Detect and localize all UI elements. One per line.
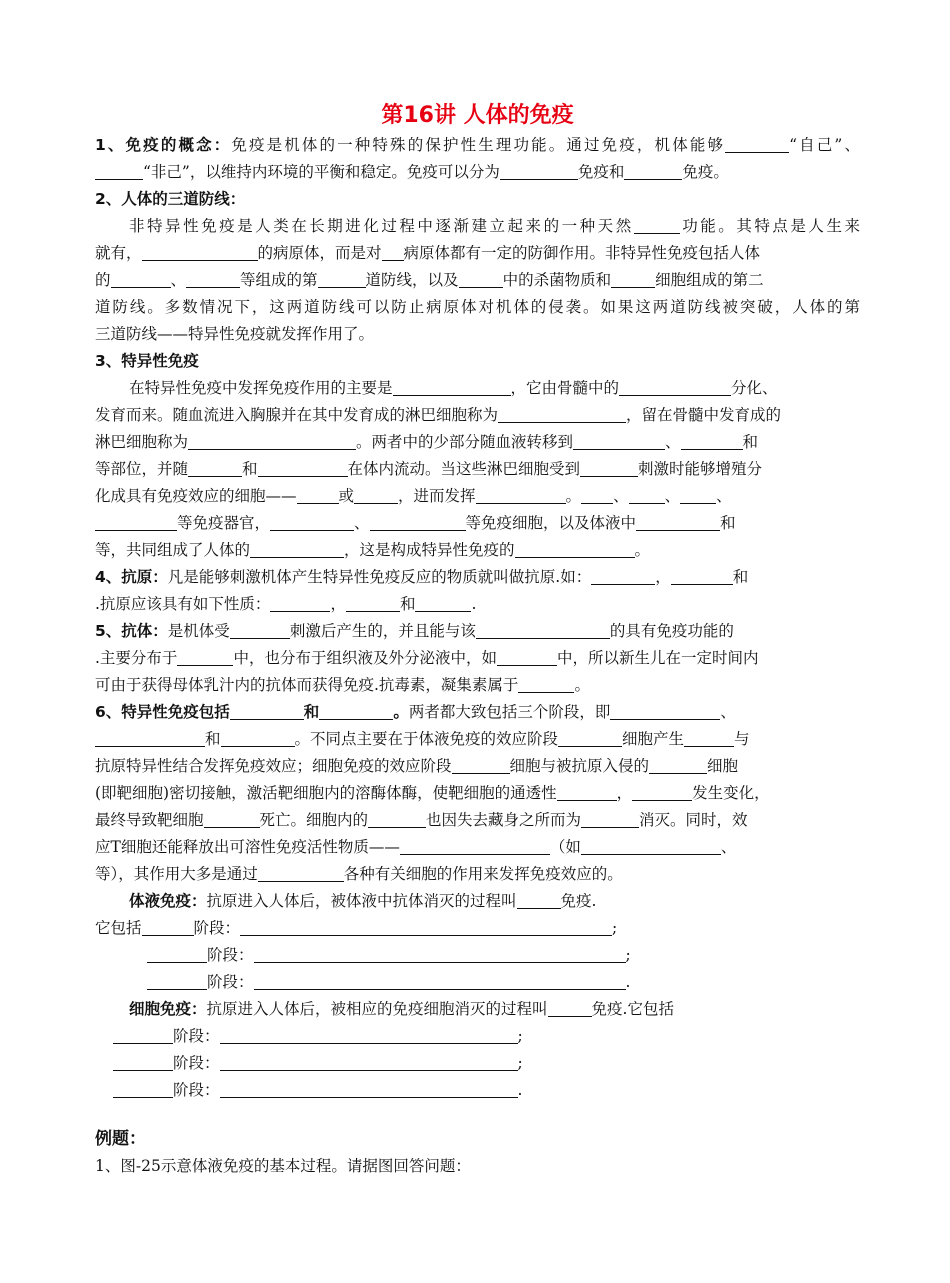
blank[interactable]	[318, 270, 366, 288]
blank[interactable]	[649, 756, 707, 774]
blank[interactable]	[500, 162, 578, 180]
s6-line-3: 抗原特异性结合发挥免疫效应；细胞免疫的效应阶段 细胞与被抗原入侵的 细胞	[95, 757, 739, 775]
s3-line-2: 发育而来。随血流进入胸腺并在其中发育成的淋巴细胞称为 ，留在骨髓中发育成的	[95, 406, 782, 424]
blank[interactable]	[452, 756, 510, 774]
s3-heading: 3、特异性免疫	[95, 352, 199, 370]
blank[interactable]	[258, 459, 348, 477]
blank[interactable]	[95, 162, 143, 180]
blank[interactable]	[629, 486, 665, 504]
blank[interactable]	[354, 486, 398, 504]
blank[interactable]	[113, 1053, 173, 1071]
blank[interactable]	[346, 594, 400, 612]
blank[interactable]	[591, 567, 655, 585]
blank[interactable]	[142, 243, 258, 261]
blank[interactable]	[220, 1080, 518, 1098]
s6-line-4: (即靶细胞)密切接触，激活靶细胞内的溶酶体酶，使靶细胞的通透性 ， 发生变化，	[95, 784, 770, 802]
blank[interactable]	[498, 405, 626, 423]
blank[interactable]	[400, 837, 550, 855]
s6-heading: 6、特异性免疫包括 和 。	[95, 703, 409, 721]
s5-heading: 5、抗体：	[95, 622, 168, 640]
s3-line-3: 淋巴细胞称为 。两者中的少部分随血液转移到 、 和	[95, 433, 759, 451]
s6-line-6: 应T细胞还能释放出可溶性免疫活性物质—— （如 、	[95, 838, 737, 856]
blank[interactable]	[230, 621, 290, 639]
s3-line-6: 等免疫器官， 、 等免疫细胞，以及体液中 和	[95, 510, 860, 537]
blank[interactable]	[188, 459, 242, 477]
s5-line-1: 5、抗体：是机体受 刺激后产生的，并且能与该 的具有免疫功能的	[95, 622, 734, 640]
s3-line-7: 等，共同组成了人体的 ，这是构成特异性免疫的 。	[95, 541, 651, 559]
blank[interactable]	[476, 486, 566, 504]
example-question-1: 1、图-25示意体液免疫的基本过程。请据图回答问题：	[95, 1157, 471, 1175]
s6-line-7: 等），其作用大多是通过 各种有关细胞的作用来发挥免疫效应的。	[95, 865, 623, 883]
s5-line-2: .主要分布于 中，也分布于组织液及外分泌液中，如 中，所以新生儿在一定时间内	[95, 649, 759, 667]
blank[interactable]	[186, 270, 240, 288]
blank[interactable]	[680, 486, 716, 504]
blank[interactable]	[515, 540, 635, 558]
blank[interactable]	[240, 918, 612, 936]
s2-line-3: 的 、 等组成的第 道防线，以及 中的杀菌物质和 细胞组成的第二	[95, 271, 764, 289]
blank[interactable]	[95, 513, 177, 531]
s1-line-1: 1、免疫的概念：免疫是机体的一种特殊的保护性生理功能。通过免疫，机体能够 “自己”、	[95, 136, 860, 154]
blank[interactable]	[258, 864, 344, 882]
s3-heading-line	[95, 348, 860, 375]
blank[interactable]	[370, 513, 466, 531]
s6-line-1: 6、特异性免疫包括 和 。两者都大致包括三个阶段，即 、	[95, 703, 736, 721]
s2-heading-line	[95, 186, 860, 213]
s2-line-1: 非特异性免疫是人类在长期进化过程中逐渐建立起来的一种天然 功能。其特点是人生来	[129, 217, 860, 235]
s1-line-2: “非己”，以维持内环境的平衡和稳定。免疫可以分为 免疫和 免疫。	[95, 159, 860, 186]
blank[interactable]	[230, 702, 304, 720]
s6-line-5: 最终导致靶细胞 死亡。细胞内的 也因失去藏身之所而为 消灭。同时，效	[95, 811, 748, 829]
blank[interactable]	[557, 783, 617, 801]
blank[interactable]	[188, 432, 356, 450]
cellular-heading: 细胞免疫：	[129, 1000, 207, 1018]
humoral-stage-3: 阶段： .	[95, 969, 860, 996]
s2-line-5: 三道防线——特异性免疫就发挥作用了。	[95, 325, 375, 343]
blank[interactable]	[368, 810, 426, 828]
s4-line-2: .抗原应该具有如下性质： ， 和 .	[95, 595, 477, 613]
example-heading: 例题：	[95, 1129, 146, 1149]
blank[interactable]	[220, 1026, 518, 1044]
blank[interactable]	[581, 810, 639, 828]
s2-line-2: 就有， 的病原体，而是对 病原体都有一定的防御作用。非特异性免疫包括人体	[95, 244, 761, 262]
blank[interactable]	[270, 513, 354, 531]
blank[interactable]	[518, 675, 574, 693]
cellular-stage-3: 阶段： .	[95, 1077, 860, 1104]
blank[interactable]	[581, 486, 613, 504]
s6-line-2: 和 。不同点主要在于体液免疫的效应阶段 细胞产生 与	[95, 726, 860, 753]
blank[interactable]	[382, 243, 404, 261]
blank[interactable]	[671, 567, 733, 585]
humoral-heading: 体液免疫：	[129, 892, 207, 910]
blank[interactable]	[254, 945, 626, 963]
blank[interactable]	[632, 783, 692, 801]
blank[interactable]	[459, 270, 503, 288]
blank[interactable]	[177, 648, 233, 666]
spacer	[95, 1104, 860, 1126]
blank[interactable]	[113, 1080, 173, 1098]
blank[interactable]	[393, 378, 511, 396]
blank[interactable]	[548, 999, 592, 1017]
s2-line-4: 道防线。多数情况下，这两道防线可以防止病原体对机体的侵袭。如果这两道防线被突破，人体的第	[95, 298, 860, 316]
blank[interactable]	[580, 459, 638, 477]
humoral-line: 体液免疫：抗原进入人体后，被体液中抗体消灭的过程叫 免疫.	[129, 892, 597, 910]
blank[interactable]	[611, 270, 655, 288]
s3-line-4: 等部位，并随 和 在体内流动。当这些淋巴细胞受到 刺激时能够增殖分	[95, 460, 763, 478]
blank[interactable]	[610, 702, 720, 720]
s4-heading: 4、抗原：	[95, 568, 168, 586]
blank[interactable]	[681, 432, 743, 450]
blank[interactable]	[725, 135, 789, 153]
blank[interactable]	[684, 729, 734, 747]
blank[interactable]	[147, 945, 207, 963]
blank[interactable]	[319, 702, 393, 720]
blank[interactable]	[220, 1053, 518, 1071]
blank[interactable]	[619, 378, 731, 396]
blank[interactable]	[95, 729, 205, 747]
blank[interactable]	[204, 810, 260, 828]
blank[interactable]	[636, 513, 720, 531]
blank[interactable]	[497, 648, 557, 666]
blank[interactable]	[147, 972, 207, 990]
blank[interactable]	[111, 270, 171, 288]
blank[interactable]	[142, 918, 194, 936]
blank[interactable]	[250, 540, 344, 558]
cellular-line: 细胞免疫：抗原进入人体后，被相应的免疫细胞消灭的过程叫 免疫.它包括	[129, 1000, 674, 1018]
blank[interactable]	[297, 486, 339, 504]
cellular-stage-1: 阶段： ;	[95, 1023, 860, 1050]
blank[interactable]	[573, 432, 665, 450]
s3-line-5: 化成具有免疫效应的细胞—— 或 ，进而发挥 。 、 、 、	[95, 487, 732, 505]
s3-line-1: 在特异性免疫中发挥免疫作用的主要是 ，它由骨髓中的 分化、	[129, 379, 778, 397]
s4-line-1: 4、抗原：凡是能够刺激机体产生特异性免疫反应的物质就叫做抗原.如： ， 和	[95, 568, 749, 586]
blank[interactable]	[634, 216, 680, 234]
blank[interactable]	[476, 621, 610, 639]
s2-heading: 2、人体的三道防线：	[95, 190, 246, 208]
s1-heading: 1、免疫的概念：	[95, 136, 232, 154]
cellular-stage-2: 阶段： ;	[95, 1050, 860, 1077]
blank[interactable]	[624, 162, 682, 180]
blank[interactable]	[270, 594, 330, 612]
humoral-stage-2: 阶段： ;	[95, 942, 860, 969]
blank[interactable]	[221, 729, 295, 747]
worksheet-page	[95, 100, 860, 1180]
blank[interactable]	[113, 1026, 173, 1044]
blank[interactable]	[415, 594, 471, 612]
blank[interactable]	[558, 729, 622, 747]
blank[interactable]	[517, 891, 561, 909]
blank[interactable]	[254, 972, 626, 990]
s5-line-3: 可由于获得母体乳汁内的抗体而获得免疫.抗毒素，凝集素属于 。	[95, 676, 590, 694]
humoral-stage-1: 它包括 阶段： ;	[95, 919, 618, 937]
blank[interactable]	[581, 837, 721, 855]
page-title: 第16讲 人体的免疫	[381, 103, 574, 128]
